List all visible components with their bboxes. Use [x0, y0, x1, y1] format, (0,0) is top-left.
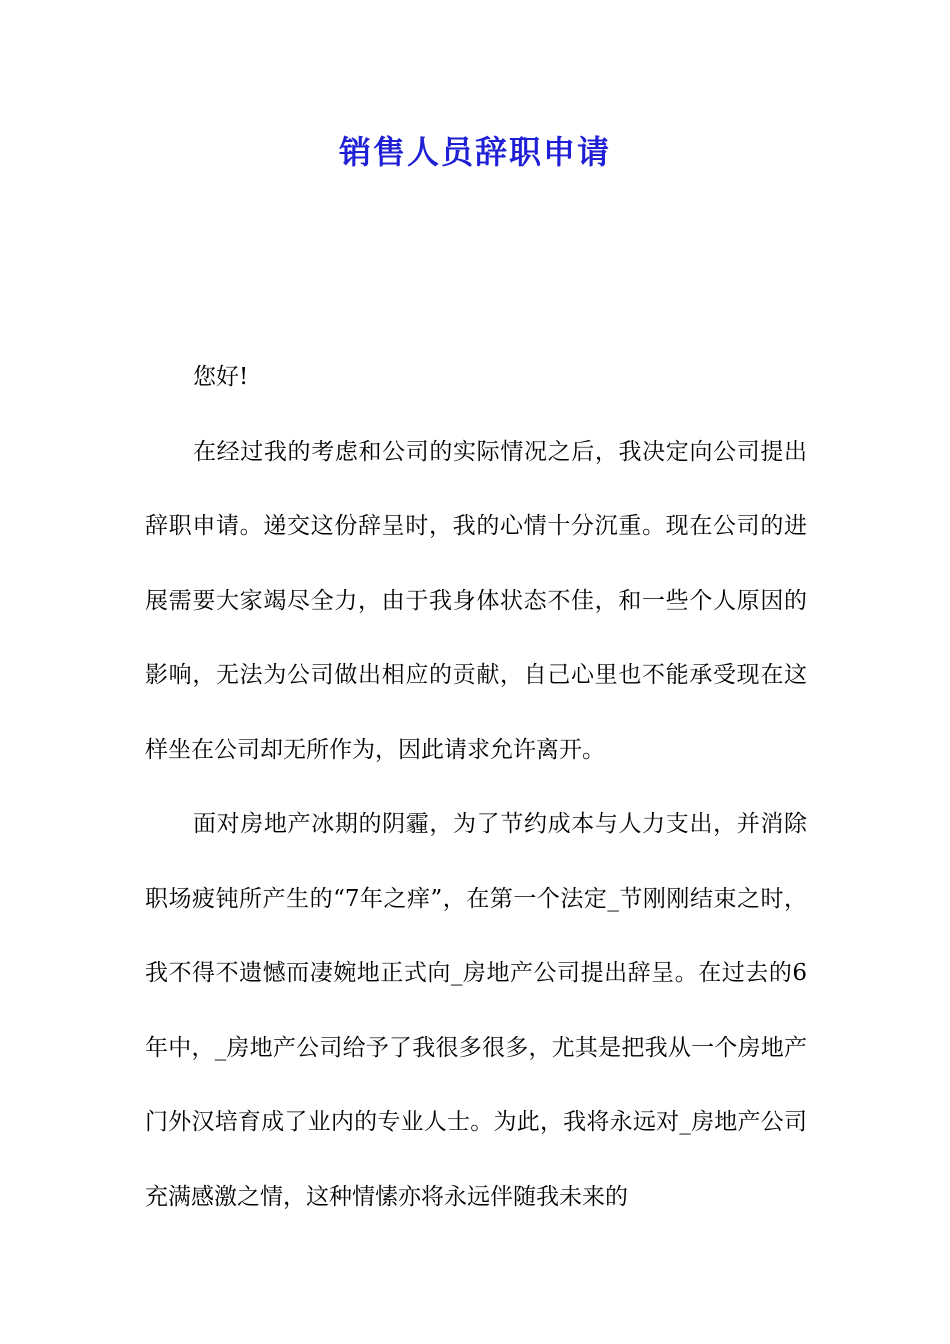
document-title: 销售人员辞职申请	[338, 133, 611, 171]
paragraph-1: 在经过我的考虑和公司的实际情况之后，我决定向公司提出辞职申请。递交这份辞呈时，我的心情十分沉重。现在公司的进展需要大家竭尽全力，由于我身体状态不佳，和一些个人原因的影响，无法为公司做出相应的贡献，自己心里也不能承受现在这样坐在公司却无所作为，因此请求允许离开。	[145, 438, 807, 763]
paragraph-2: 面对房地产冰期的阴霾，为了节约成本与人力支出，并消除职场疲钝所产生的“7年之痒”，在第一个法定_节刚刚结束之时，我不得不遗憾而凄婉地正式向_房地产公司提出辞呈。在过去的6年中，_房地产公司给予了我很多很多，尤其是把我从一个房地产门外汉培育成了业内的专业人士。为此，我将永远对_房地产公司充满感激之情，这种情愫亦将永远伴随我未来的	[145, 811, 807, 1210]
document-body	[145, 340, 807, 1234]
greeting: 您好!	[193, 364, 249, 390]
